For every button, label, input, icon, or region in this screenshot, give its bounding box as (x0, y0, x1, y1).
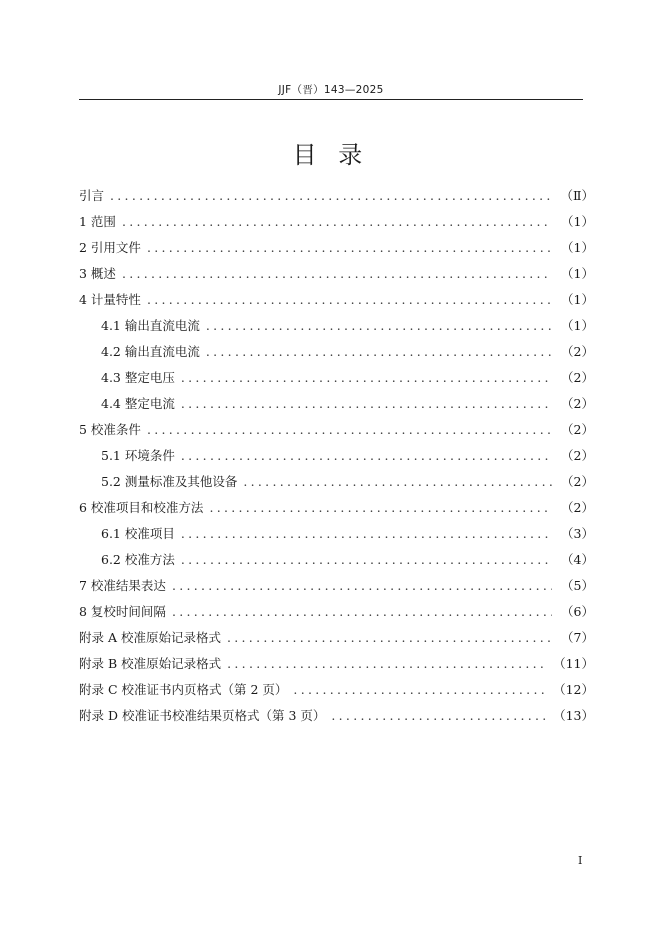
toc-dot-leader (227, 656, 547, 672)
toc-entry (79, 542, 594, 568)
toc-entry-page: （2） (561, 500, 594, 515)
toc-entry (79, 308, 594, 334)
toc-entry (79, 490, 594, 516)
toc-entry (79, 698, 594, 724)
toc-entry-page: （2） (561, 396, 594, 411)
toc-entry (79, 438, 594, 464)
toc-entry (79, 204, 594, 230)
toc-entry-page: （7） (561, 630, 594, 645)
toc-entry-page: （1） (561, 266, 594, 281)
toc-dot-leader (331, 708, 547, 724)
toc-dot-leader (122, 214, 552, 230)
toc-entry-label: 4.1 输出直流电流 (101, 318, 200, 333)
toc-entry-page: （1） (561, 292, 594, 307)
toc-dot-leader (147, 240, 552, 256)
toc-entry-label: 引言 (79, 188, 105, 203)
toc-dot-leader (181, 552, 552, 568)
toc-entry-page: （1） (561, 318, 594, 333)
toc-entry-page: （11） (553, 656, 594, 671)
toc-entry-page: （5） (561, 578, 594, 593)
toc-entry (79, 386, 594, 412)
toc-entry-page: （2） (561, 422, 594, 437)
toc-entry-page: （13） (553, 708, 594, 723)
toc-entry (79, 412, 594, 438)
toc-entry (79, 230, 594, 256)
toc-entry-label: 5 校准条件 (79, 422, 141, 437)
toc-entry-label: 7 校准结果表达 (79, 578, 166, 593)
toc-dot-leader (181, 396, 552, 412)
toc-entry-page: （12） (553, 682, 594, 697)
page-number: I (578, 854, 583, 867)
toc-entry-page: （2） (561, 448, 594, 463)
toc-entry (79, 568, 594, 594)
toc-entry-label: 4.2 输出直流电流 (101, 344, 200, 359)
toc-entry (79, 672, 594, 698)
toc-entry-page: （2） (561, 370, 594, 385)
toc-entry-page: （Ⅱ） (560, 188, 594, 203)
toc-entry-label: 6.2 校准方法 (101, 552, 175, 567)
toc-dot-leader (181, 370, 552, 386)
toc-entry-label: 4 计量特性 (79, 292, 141, 307)
toc-entry (79, 282, 594, 308)
toc-entry-label: 5.1 环境条件 (101, 448, 175, 463)
toc-entry (79, 334, 594, 360)
toc-entry-label: 8 复校时间间隔 (79, 604, 166, 619)
toc-entry (79, 464, 594, 490)
toc-entry-label: 1 范围 (79, 214, 116, 229)
toc-entry-label: 6 校准项目和校准方法 (79, 500, 204, 515)
toc-entry (79, 360, 594, 386)
toc-dot-leader (293, 682, 547, 698)
toc-dot-leader (181, 526, 552, 542)
toc-entry-label: 3 概述 (79, 266, 116, 281)
toc-dot-leader (206, 344, 552, 360)
toc-entry (79, 178, 594, 204)
toc-dot-leader (206, 318, 552, 334)
toc-entry-page: （3） (561, 526, 594, 541)
toc-dot-leader (172, 578, 552, 594)
toc-entry-page: （2） (561, 344, 594, 359)
toc-dot-leader (147, 422, 552, 438)
toc-entry-label: 5.2 测量标准及其他设备 (101, 474, 238, 489)
toc-dot-leader (227, 630, 552, 646)
header-divider (79, 99, 583, 100)
toc-entry (79, 516, 594, 542)
toc-dot-leader (243, 474, 552, 490)
toc-entry-label: 6.1 校准项目 (101, 526, 175, 541)
toc-entry-label: 附录 C 校准证书内页格式（第 2 页） (79, 682, 288, 697)
toc-entry (79, 594, 594, 620)
toc-entry-label: 4.4 整定电流 (101, 396, 175, 411)
toc-dot-leader (147, 292, 552, 308)
page-title: 目 录 (292, 141, 370, 169)
toc-entry (79, 620, 594, 646)
toc-dot-leader (172, 604, 552, 620)
toc-entry-label: 4.3 整定电压 (101, 370, 175, 385)
toc-entry-label: 附录 B 校准原始记录格式 (79, 656, 222, 671)
toc-entry-page: （1） (561, 214, 594, 229)
toc-entry-label: 附录 D 校准证书校准结果页格式（第 3 页） (79, 708, 326, 723)
toc-dot-leader (110, 188, 552, 204)
toc-dot-leader (181, 448, 552, 464)
toc-entry-page: （2） (561, 474, 594, 489)
toc-entry-page: （6） (561, 604, 594, 619)
toc-dot-leader (209, 500, 552, 516)
toc-entry-page: （4） (561, 552, 594, 567)
toc-entry-label: 2 引用文件 (79, 240, 141, 255)
toc-entry (79, 256, 594, 282)
toc-entry (79, 646, 594, 672)
toc-dot-leader (122, 266, 552, 282)
toc-entry-page: （1） (561, 240, 594, 255)
toc-entry-label: 附录 A 校准原始记录格式 (79, 630, 221, 645)
table-of-contents (79, 178, 594, 724)
document-code-header: JJF（晋）143—2025 (278, 84, 384, 96)
